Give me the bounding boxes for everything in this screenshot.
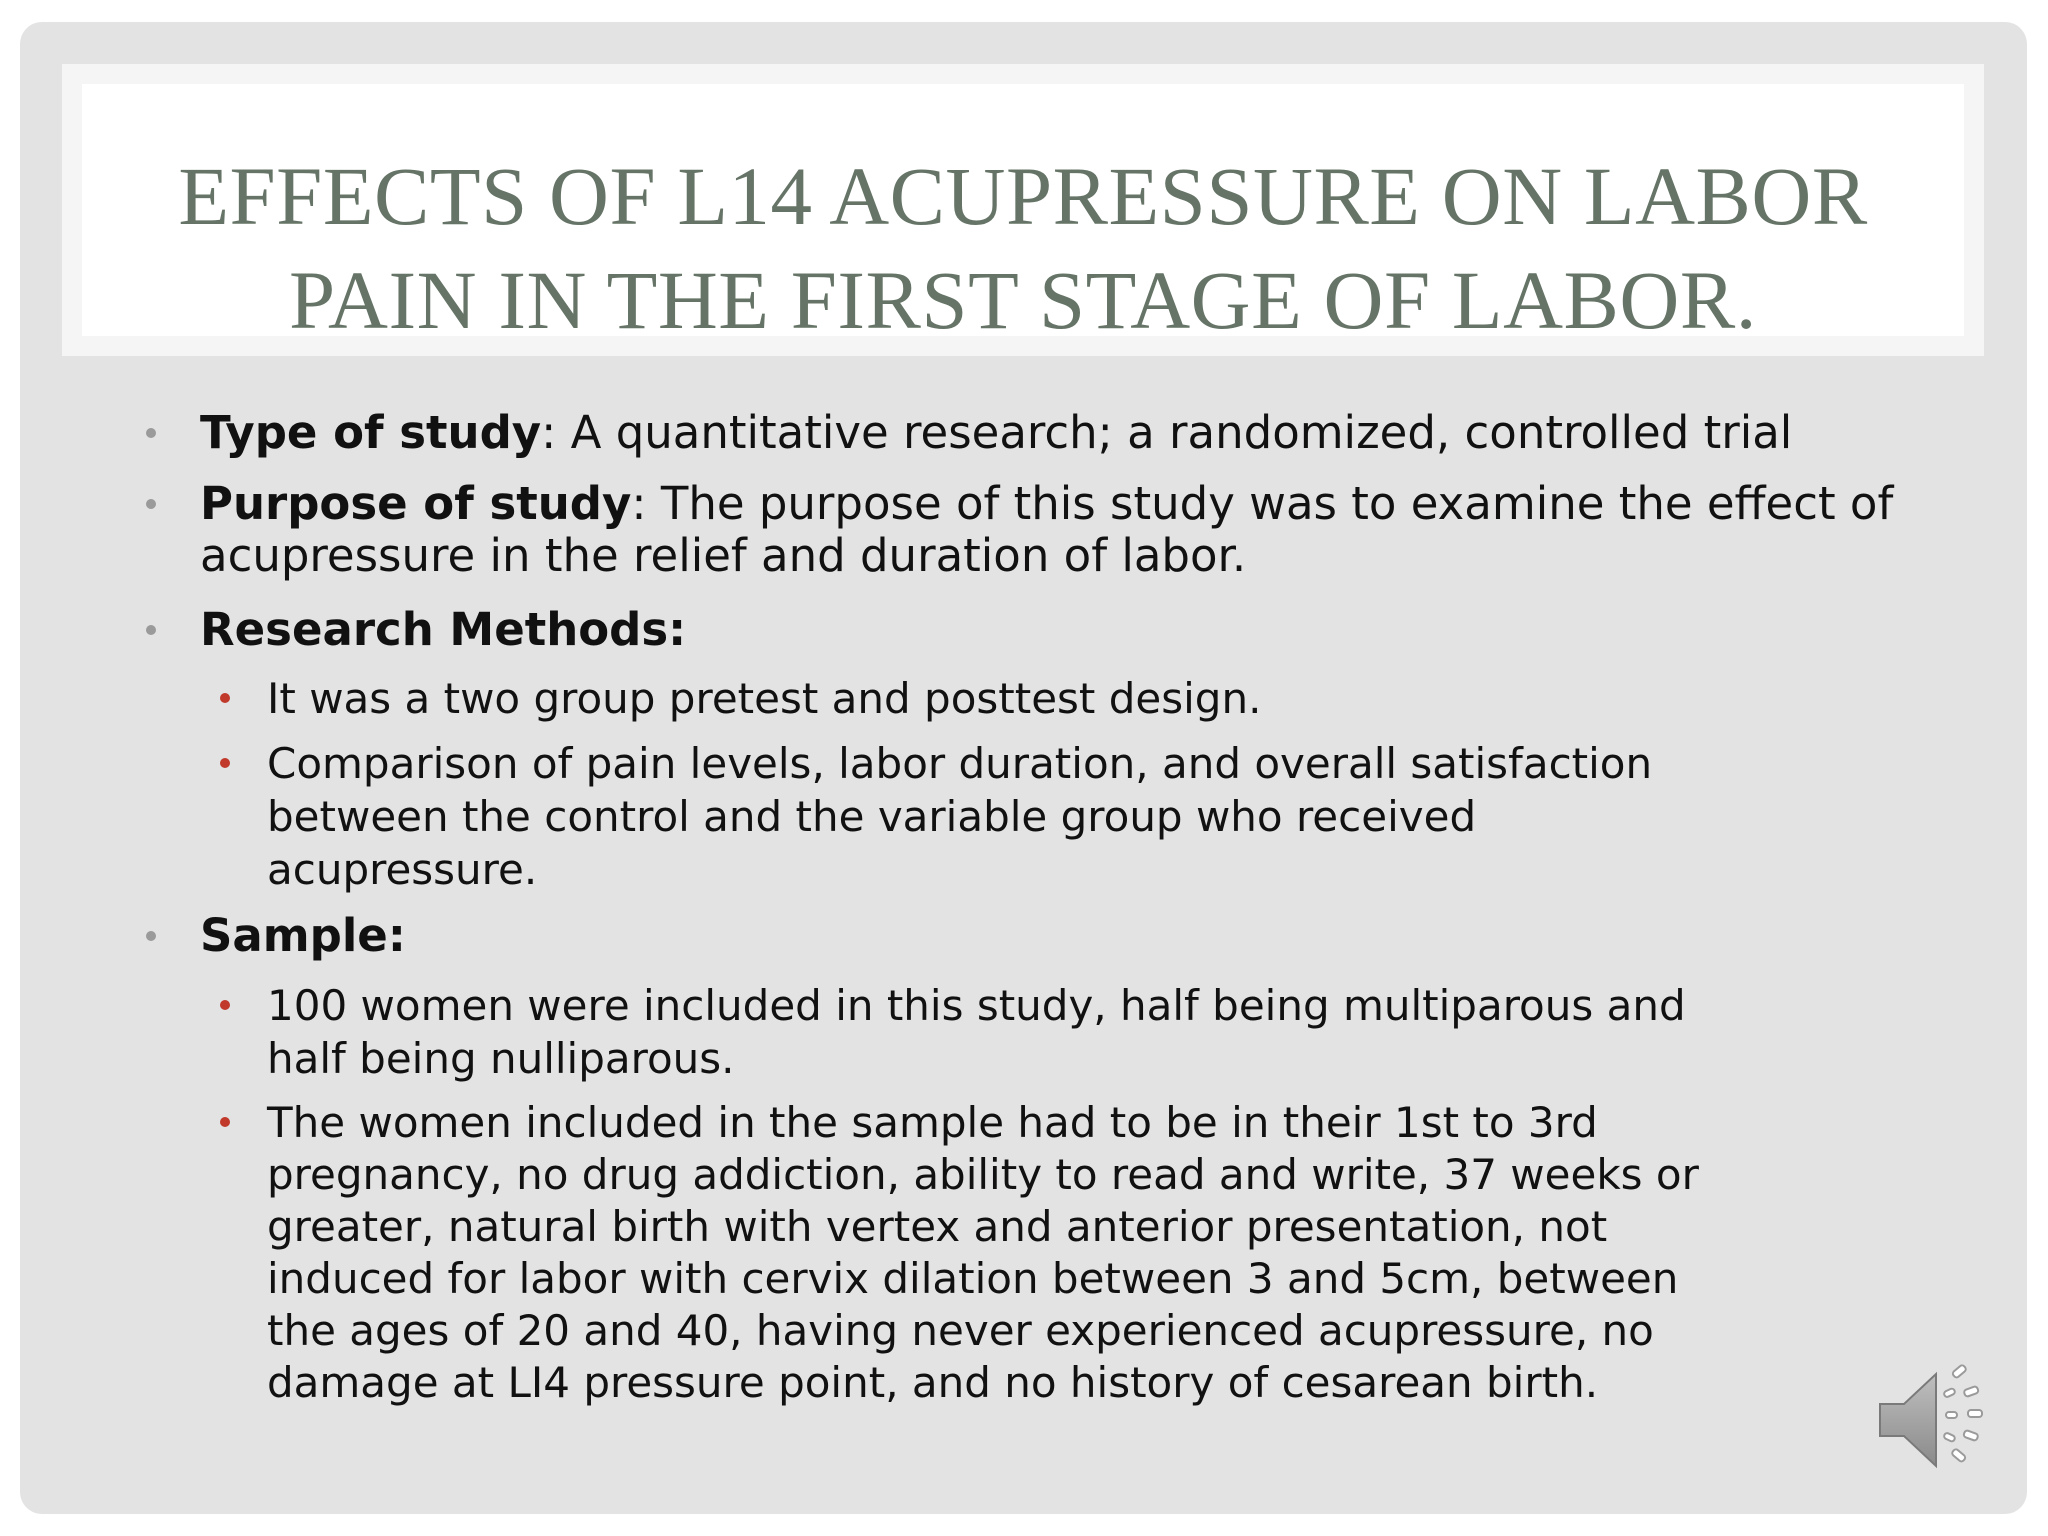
bullet-dot [146,428,156,438]
purpose-of-study-text-line1: : The purpose of this study was to examine the effect of [631,477,1894,530]
slide [20,22,2027,1514]
sample-item-1-line2: half being nulliparous. [267,1034,735,1083]
sample-item-2-line2: pregnancy, no drug addiction, ability to read and write, 37 weeks or [267,1150,1699,1199]
type-of-study-item [200,407,1792,459]
bullet-dot [146,499,156,509]
sub-bullet-dot [220,693,230,703]
sample-item-2-line4: induced for labor with cervix dilation between 3 and 5cm, between [267,1254,1679,1303]
sample-item-1-line1: 100 women were included in this study, half being multiparous and [267,981,1686,1030]
bullet-dot [146,931,156,941]
type-of-study-text: : A quantitative research; a randomized, controlled trial [541,406,1793,459]
sub-bullet-dot [220,1117,230,1127]
research-methods-item-2-line1: Comparison of pain levels, labor duration, and overall satisfaction [267,739,1653,788]
sample-label: Sample: [200,909,406,962]
bullet-dot [146,625,156,635]
sample-item-2-line6: damage at LI4 pressure point, and no history of cesarean birth. [267,1358,1599,1407]
sample-item-2-line1: The women included in the sample had to be in their 1st to 3rd [267,1098,1598,1147]
purpose-of-study-text-line2: acupressure in the relief and duration of labor. [200,529,1247,582]
slide-title-line1: EFFECTS OF L14 ACUPRESSURE ON LABOR [178,150,1868,242]
speaker-icon[interactable] [1878,1360,2008,1480]
slide-title-line2: PAIN IN THE FIRST STAGE OF LABOR. [289,254,1757,346]
sub-bullet-dot [220,758,230,768]
research-methods-label: Research Methods: [200,603,687,656]
sample-item-2-line5: the ages of 20 and 40, having never experienced acupressure, no [267,1306,1654,1355]
research-methods-item-2-line2: between the control and the variable group who received [267,792,1477,841]
purpose-of-study-label: Purpose of study [200,477,632,530]
research-methods-item-2-line3: acupressure. [267,845,538,894]
purpose-of-study-continuation [200,530,1246,582]
sample-item-2-line3: greater, natural birth with vertex and anterior presentation, not [267,1202,1608,1251]
purpose-of-study-item [200,478,1893,530]
speaker-icon-graphic [1878,1360,2008,1480]
slide-content [20,22,2027,1514]
research-methods-item-1: It was a two group pretest and posttest design. [267,674,1262,723]
sub-bullet-dot [220,1000,230,1010]
type-of-study-label: Type of study [200,406,542,459]
